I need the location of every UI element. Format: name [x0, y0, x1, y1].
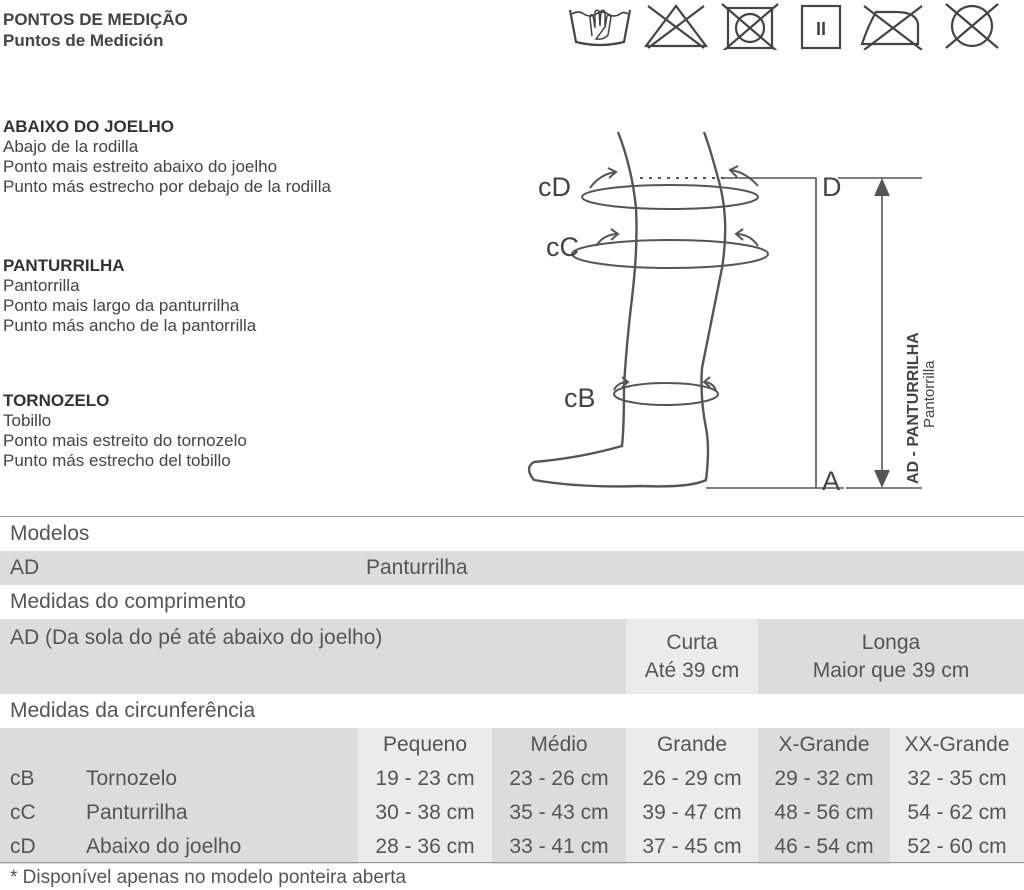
size-header: X-Grande — [758, 728, 890, 762]
size-header: XX-Grande — [890, 728, 1024, 762]
table-cell: 54 - 62 cm — [890, 796, 1024, 830]
measure-point-es: Abajo de la rodilla — [3, 137, 139, 156]
table-row — [0, 551, 1024, 585]
measure-point-desc-es: Punto más estrecho por debajo de la rodilla — [3, 177, 331, 196]
size-header: Pequeno — [358, 728, 492, 762]
measure-point-title: PANTURRILHA — [3, 256, 125, 275]
page-subtitle: Puntos de Medición — [3, 31, 164, 50]
longa-cell — [758, 619, 1024, 694]
label-cD: cD — [538, 172, 571, 202]
table-bottom-divider — [0, 862, 1024, 863]
measure-point-below-knee — [3, 117, 331, 197]
row-code: cD — [0, 830, 76, 864]
size-header-spacer — [0, 728, 358, 762]
measure-point-desc-pt: Ponto mais estreito abaixo do joelho — [3, 157, 278, 176]
size-header-row — [0, 728, 1024, 762]
no-dry-clean-icon — [946, 4, 998, 48]
curta-cell — [626, 619, 758, 694]
ad-label: AD — [0, 551, 358, 585]
label-cC: cC — [546, 232, 579, 262]
table-row — [0, 762, 1024, 796]
leg-diagram — [520, 128, 1020, 498]
longa-sub: Maior que 39 cm — [812, 658, 970, 682]
table-cell: 46 - 54 cm — [758, 830, 890, 864]
measure-point-es: Tobillo — [3, 411, 52, 430]
table-cell: 26 - 29 cm — [626, 762, 758, 796]
label-A: A — [822, 466, 841, 496]
size-header: Grande — [626, 728, 758, 762]
height-lines — [706, 178, 922, 488]
measure-point-desc-pt: Ponto mais largo da panturrilha — [3, 296, 240, 315]
vertical-label-sub: Pantorrilla — [921, 360, 938, 428]
curta-sub: Até 39 cm — [644, 658, 740, 682]
line-dry-label: II — [815, 19, 827, 39]
page-title: PONTOS DE MEDIÇÃO — [3, 10, 188, 29]
table-cell: 32 - 35 cm — [890, 762, 1024, 796]
models-label: Modelos — [0, 517, 1024, 551]
measure-rings — [572, 178, 768, 405]
table-row — [0, 830, 1024, 864]
label-cB: cB — [564, 383, 596, 413]
ad-value-text: Panturrilha — [366, 556, 468, 579]
no-tumble-dry-icon — [722, 4, 778, 50]
measure-point-desc-es: Punto más ancho de la pantorrilla — [3, 316, 257, 335]
measure-point-desc-es: Punto más estrecho del tobillo — [3, 451, 231, 470]
table-cell: 52 - 60 cm — [890, 830, 1024, 864]
length-label: Medidas do comprimento — [0, 585, 1024, 619]
measure-point-desc-pt: Ponto mais estreito do tornozelo — [3, 431, 247, 450]
table-row — [0, 619, 1024, 694]
label-D: D — [822, 172, 842, 202]
row-name: Abaixo do joelho — [76, 830, 358, 864]
circ-label: Medidas da circunferência — [0, 694, 1024, 728]
table-row — [0, 517, 1024, 551]
size-header: Médio — [492, 728, 626, 762]
row-code: cC — [0, 796, 76, 830]
table-row — [0, 694, 1024, 728]
table-cell: 23 - 26 cm — [492, 762, 626, 796]
table-row — [0, 585, 1024, 619]
table-cell: 19 - 23 cm — [358, 762, 492, 796]
line-dry-icon — [802, 6, 840, 48]
table-cell: 39 - 47 cm — [626, 796, 758, 830]
ring-arrows — [590, 166, 758, 390]
measure-point-ankle — [3, 391, 247, 471]
row-name: Panturrilha — [76, 796, 358, 830]
no-bleach-icon — [646, 6, 706, 48]
table-cell: 35 - 43 cm — [492, 796, 626, 830]
curta-label: Curta — [666, 630, 718, 654]
care-icons — [566, 2, 1022, 50]
length-row-label: AD (Da sola do pé até abaixo do joelho) — [0, 619, 626, 694]
row-code: cB — [0, 762, 76, 796]
row-name: Tornozelo — [76, 762, 358, 796]
no-iron-icon — [862, 6, 922, 50]
hand-wash-icon — [570, 10, 630, 45]
ad-value — [358, 551, 1024, 585]
measure-point-title: ABAIXO DO JOELHO — [3, 117, 174, 136]
table-cell: 29 - 32 cm — [758, 762, 890, 796]
table-cell: 37 - 45 cm — [626, 830, 758, 864]
table-cell: 33 - 41 cm — [492, 830, 626, 864]
measure-point-es: Pantorrilla — [3, 276, 80, 295]
longa-label: Longa — [861, 630, 921, 654]
table-cell: 48 - 56 cm — [758, 796, 890, 830]
measure-point-calf — [3, 256, 256, 336]
table-row — [0, 796, 1024, 830]
size-table — [0, 517, 1024, 864]
vertical-label-main: AD - PANTURRILHA — [905, 332, 922, 484]
table-cell: 30 - 38 cm — [358, 796, 492, 830]
measure-point-title: TORNOZELO — [3, 391, 110, 410]
footnote: * Disponível apenas no modelo ponteira aberta — [10, 867, 407, 888]
table-cell: 28 - 36 cm — [358, 830, 492, 864]
